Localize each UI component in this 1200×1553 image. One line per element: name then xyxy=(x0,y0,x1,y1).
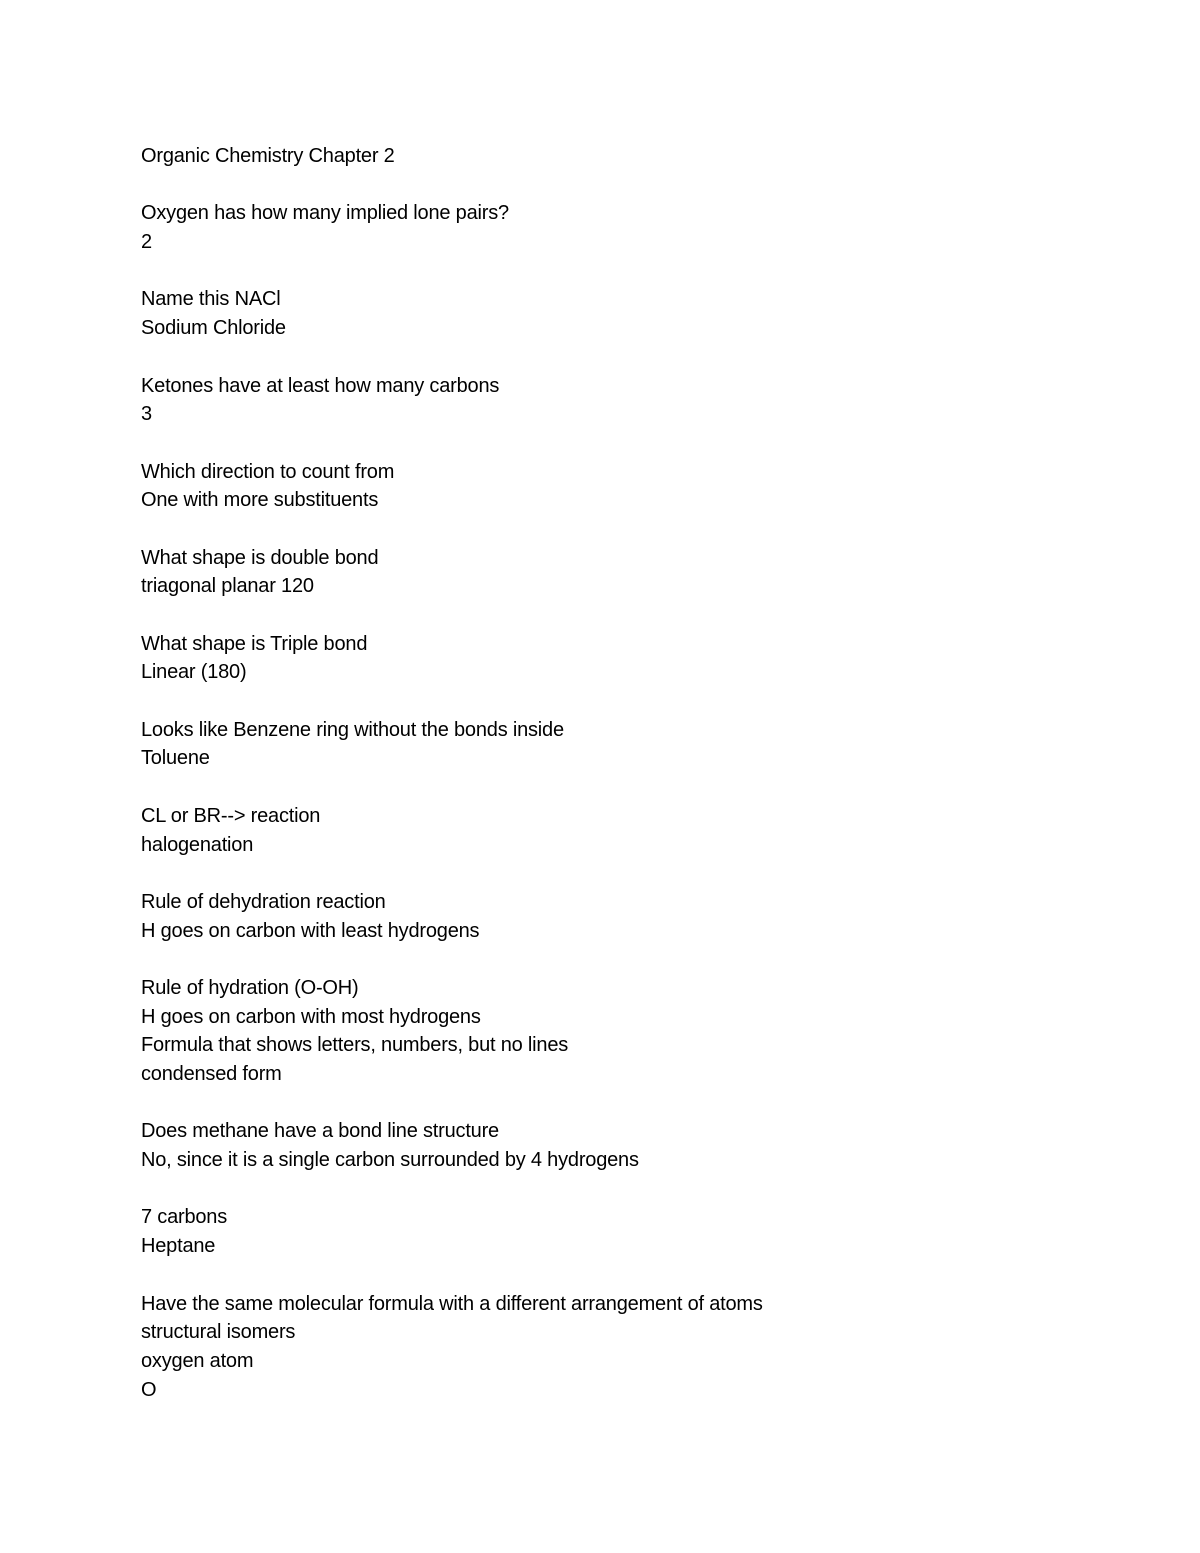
blank-line xyxy=(141,429,1141,458)
qa-block-double-bond xyxy=(141,544,1141,601)
question-text: Rule of dehydration reaction xyxy=(141,890,386,913)
answer-text: Sodium Chloride xyxy=(141,317,286,340)
question-text: 7 carbons xyxy=(141,1206,228,1229)
question-text: oxygen atom xyxy=(141,1349,254,1372)
answer-text: O xyxy=(141,1378,157,1401)
qa-block-methane xyxy=(141,1117,1141,1174)
question-text: Oxygen has how many implied lone pairs? xyxy=(141,202,509,225)
qa-block-dehydration xyxy=(141,888,1141,945)
question-text: Looks like Benzene ring without the bonds inside xyxy=(141,718,564,741)
answer-text: halogenation xyxy=(141,833,254,856)
answer-text: No, since it is a single carbon surrounded by 4 hydrogens xyxy=(141,1149,639,1172)
question-text: Rule of hydration (O-OH) xyxy=(141,976,359,999)
question-text: What shape is Triple bond xyxy=(141,632,368,655)
answer-text: 3 xyxy=(141,403,152,426)
answer-text: condensed form xyxy=(141,1063,282,1085)
document-content xyxy=(141,142,1141,1404)
qa-block-heptane xyxy=(141,1203,1141,1260)
blank-line xyxy=(141,945,1141,974)
qa-block-count-direction xyxy=(141,458,1141,515)
blank-line xyxy=(141,171,1141,200)
answer-text: triagonal planar 120 xyxy=(141,575,314,598)
blank-line xyxy=(141,601,1141,630)
qa-block-hydration xyxy=(141,974,1141,1089)
blank-line xyxy=(141,515,1141,544)
question-text: What shape is double bond xyxy=(141,546,379,569)
answer-text: Heptane xyxy=(141,1235,216,1258)
document-title: Organic Chemistry Chapter 2 xyxy=(141,145,395,167)
blank-line xyxy=(141,859,1141,888)
question-text: Ketones have at least how many carbons xyxy=(141,374,500,397)
answer-text: Toluene xyxy=(141,747,210,770)
qa-block-oxygen-lone-pairs xyxy=(141,199,1141,256)
question-text: Which direction to count from xyxy=(141,460,395,483)
blank-line xyxy=(141,343,1141,372)
blank-line xyxy=(141,1175,1141,1204)
blank-line xyxy=(141,257,1141,286)
question-text: CL or BR--> reaction xyxy=(141,804,321,827)
answer-text: structural isomers xyxy=(141,1321,296,1344)
question-text: Does methane have a bond line structure xyxy=(141,1120,499,1143)
blank-line xyxy=(141,1089,1141,1118)
qa-block-ketones xyxy=(141,372,1141,429)
answer-text: Linear (180) xyxy=(141,661,247,684)
answer-text: H goes on carbon with most hydrogens xyxy=(141,1005,481,1028)
question-text: Formula that shows letters, numbers, but no lines xyxy=(141,1034,569,1057)
qa-block-triple-bond xyxy=(141,630,1141,687)
qa-block-halogenation xyxy=(141,802,1141,859)
blank-line xyxy=(141,773,1141,802)
question-text: Name this NACl xyxy=(141,288,281,311)
answer-text: One with more substituents xyxy=(141,489,379,512)
qa-block-nacl xyxy=(141,285,1141,342)
answer-text: 2 xyxy=(141,231,152,254)
blank-line xyxy=(141,1261,1141,1290)
qa-block-isomers xyxy=(141,1290,1141,1405)
question-text: Have the same molecular formula with a different arrangement of atoms xyxy=(141,1292,763,1315)
blank-line xyxy=(141,687,1141,716)
answer-text: H goes on carbon with least hydrogens xyxy=(141,919,480,942)
qa-block-benzene xyxy=(141,716,1141,773)
